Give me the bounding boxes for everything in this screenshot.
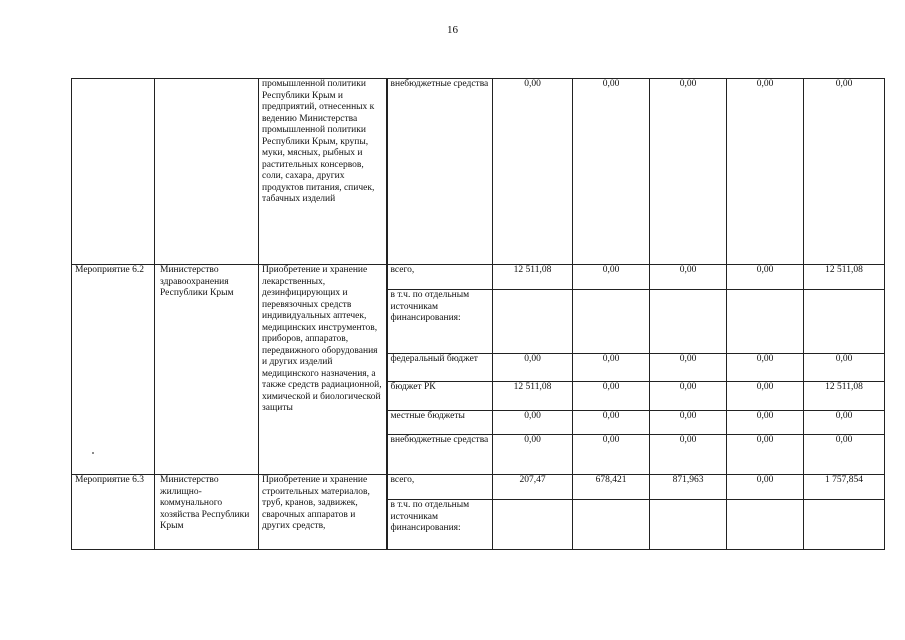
value-cell: 0,00 <box>573 435 650 475</box>
value-cell <box>493 290 573 354</box>
source-cell: внебюджетные средства <box>387 79 493 265</box>
value-cell: 0,00 <box>727 411 804 435</box>
value-cell: 0,00 <box>804 435 885 475</box>
table-row <box>72 475 885 500</box>
source-cell: бюджет РК <box>387 382 493 411</box>
value-cell: 0,00 <box>650 79 727 265</box>
executor-text: Министерство жилищно-коммунального хозяйства Республики Крым <box>160 475 250 531</box>
measure-cell <box>72 79 155 265</box>
value-cell: 0,00 <box>804 354 885 382</box>
executor-cell <box>155 475 259 550</box>
value-cell: 0,00 <box>650 435 727 475</box>
value-cell <box>727 500 804 550</box>
page-number: 16 <box>447 24 458 36</box>
value-cell: 12 511,08 <box>804 265 885 290</box>
value-cell <box>650 500 727 550</box>
source-cell: в т.ч. по отдельным источникам финансирования: <box>387 500 493 550</box>
table-row <box>72 265 885 290</box>
measure-cell: Мероприятие 6.3 <box>72 475 155 550</box>
value-cell: 0,00 <box>727 79 804 265</box>
table-row <box>72 79 885 265</box>
value-cell: 0,00 <box>650 411 727 435</box>
value-cell: 0,00 <box>650 265 727 290</box>
value-cell: 678,421 <box>573 475 650 500</box>
executor-cell <box>155 265 259 475</box>
description-cell: промышленной политики Республики Крым и предприятий, отнесенных к ведению Министерства промышленной политики Республики Крым, крупы, муки, мясных, рыбных и растительных консервов, соли, сахара, других продуктов питания, спичек, табачных изделий <box>259 79 387 265</box>
source-cell: федеральный бюджет <box>387 354 493 382</box>
value-cell: 871,963 <box>650 475 727 500</box>
source-cell: всего, <box>387 265 493 290</box>
measure-cell: Мероприятие 6.2 <box>72 265 155 475</box>
value-cell: 12 511,08 <box>493 265 573 290</box>
value-cell: 0,00 <box>493 411 573 435</box>
value-cell: 12 511,08 <box>493 382 573 411</box>
funding-table <box>71 78 885 550</box>
value-cell: 0,00 <box>804 411 885 435</box>
value-cell: 207,47 <box>493 475 573 500</box>
value-cell: 0,00 <box>727 382 804 411</box>
value-cell <box>573 500 650 550</box>
value-cell: 0,00 <box>573 354 650 382</box>
value-cell <box>493 500 573 550</box>
value-cell: 0,00 <box>573 79 650 265</box>
value-cell: 0,00 <box>727 475 804 500</box>
value-cell: 0,00 <box>493 435 573 475</box>
value-cell: 0,00 <box>727 265 804 290</box>
value-cell: 0,00 <box>573 411 650 435</box>
source-cell: в т.ч. по отдельным источникам финансирования: <box>387 290 493 354</box>
executor-text: Министерство здравоохранения Республики Крым <box>160 265 234 298</box>
value-cell <box>650 290 727 354</box>
source-cell: местные бюджеты <box>387 411 493 435</box>
source-cell: всего, <box>387 475 493 500</box>
value-cell <box>727 290 804 354</box>
value-cell: 0,00 <box>573 382 650 411</box>
value-cell: 0,00 <box>727 435 804 475</box>
value-cell: 0,00 <box>493 354 573 382</box>
scan-speck <box>92 452 94 454</box>
executor-cell <box>155 79 259 265</box>
value-cell: 0,00 <box>804 79 885 265</box>
value-cell: 0,00 <box>727 354 804 382</box>
value-cell: 0,00 <box>650 382 727 411</box>
source-cell: внебюджетные средства <box>387 435 493 475</box>
value-cell: 12 511,08 <box>804 382 885 411</box>
value-cell <box>804 290 885 354</box>
value-cell: 0,00 <box>493 79 573 265</box>
value-cell: 0,00 <box>573 265 650 290</box>
value-cell: 0,00 <box>650 354 727 382</box>
description-cell: Приобретение и хранение лекарственных, дезинфицирующих и перевязочных средств индивидуальных аптечек, медицинских инструментов, приборов, аппаратов, передвижного оборудования и других изделий медицинского назначения, а также средств радиационной, химической и биологической защиты <box>259 265 387 475</box>
value-cell: 1 757,854 <box>804 475 885 500</box>
value-cell <box>573 290 650 354</box>
value-cell <box>804 500 885 550</box>
description-cell: Приобретение и хранение строительных материалов, труб, кранов, задвижек, сварочных аппаратов и других средств, <box>259 475 387 550</box>
